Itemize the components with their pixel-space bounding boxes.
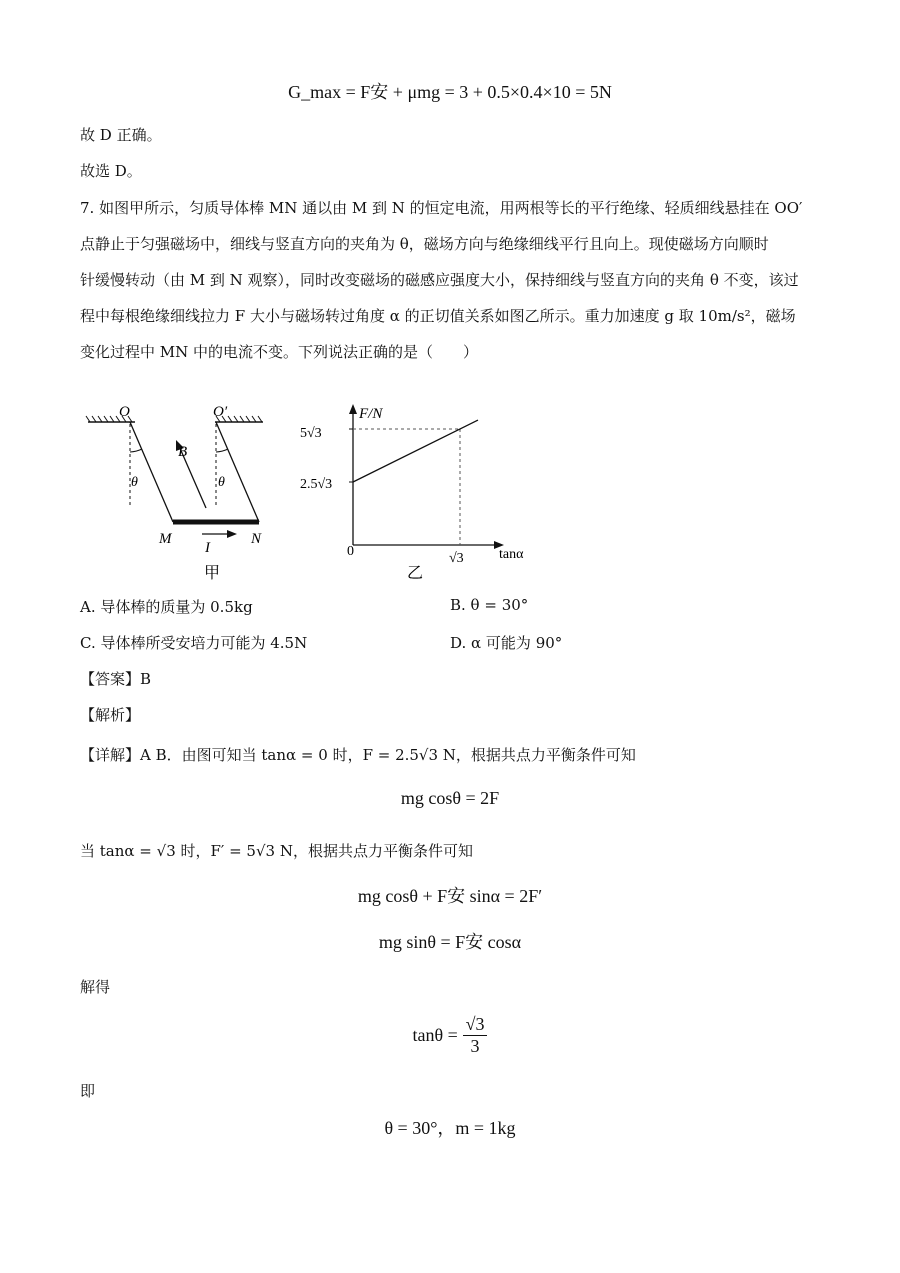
equation-1: mg cosθ = 2F [400, 788, 500, 808]
x-tick-label: √3 [449, 551, 464, 566]
option-a: A. 导体棒的质量为 0.5kg [80, 598, 253, 616]
right-string [216, 422, 259, 522]
option-c: C. 导体棒所受安培力可能为 4.5N [80, 634, 308, 652]
x-axis-label: tanα [499, 547, 524, 562]
question-7 [80, 190, 820, 370]
label-theta-right: θ [218, 475, 225, 490]
question-line: 7. 如图甲所示，匀质导体棒 MN 通以由 M 到 N 的恒定电流，用两根等长的平行绝缘、轻质细线悬挂在 OO′ [80, 199, 803, 217]
caption-yi: 乙 [407, 565, 424, 582]
option-b: B. θ = 30° [450, 596, 529, 614]
equation-4-lhs: tanθ = [412, 1025, 458, 1045]
fraction-denominator: 3 [470, 1036, 480, 1056]
question-line: 点静止于匀强磁场中，细线与竖直方向的夹角为 θ，磁场方向与绝缘细线平行且向上。现使磁场方向顺时 [80, 235, 769, 253]
text-solve: 解得 [80, 978, 111, 996]
text-select-d: 故选 D。 [80, 162, 142, 180]
left-angle-arc [130, 449, 142, 452]
label-i: I [205, 540, 210, 556]
equation-5: θ = 30°，m = 1kg [384, 1118, 516, 1138]
label-theta-left: θ [131, 475, 138, 490]
label-m: M [159, 531, 172, 547]
y-axis-label: F/N [359, 406, 383, 422]
label-o: O [119, 404, 130, 420]
y-tick-label-top: 5√3 [300, 426, 322, 441]
analysis-label: 【解析】 [80, 706, 141, 724]
detail-line-1: 【详解】A B．由图可知当 tanα = 0 时，F = 2.5√3 N，根据共点力平衡条件可知 [80, 746, 636, 764]
right-angle-arc [216, 449, 228, 452]
label-n: N [251, 531, 262, 547]
left-string [130, 422, 173, 522]
option-d: D. α 可能为 90° [450, 634, 563, 652]
figure-yi [295, 400, 545, 590]
text-d-correct: 故 D 正确。 [80, 126, 162, 144]
current-arrowhead [227, 530, 237, 538]
fraction-numerator: √3 [463, 1014, 488, 1036]
equation-4 [0, 1014, 900, 1057]
conductor-rod [173, 520, 259, 525]
question-line: 针缓慢转动（由 M 到 N 观察），同时改变磁场的磁感应强度大小，保持细线与竖直方向的夹角 θ 不变，该过 [80, 271, 799, 289]
equation-gmax: G_max = F安 + μmg = 3 + 0.5×0.4×10 = 5N [288, 82, 612, 102]
y-axis-arrowhead [349, 404, 357, 414]
question-line: 程中每根绝缘细线拉力 F 大小与磁场转过角度 α 的正切值关系如图乙所示。重力加速度 g 取 10m/s²，磁场 [80, 307, 796, 325]
figure-jia [80, 400, 280, 590]
origin-label: 0 [347, 544, 354, 559]
equation-3: mg sinθ = F安 cosα [378, 932, 522, 952]
label-o-prime: O′ [213, 404, 228, 420]
detail-line-2: 当 tanα = √3 时，F′ = 5√3 N，根据共点力平衡条件可知 [80, 842, 473, 860]
question-line: 变化过程中 MN 中的电流不变。下列说法正确的是（ ） [80, 343, 479, 361]
label-b: B [178, 444, 188, 460]
text-ji: 即 [80, 1082, 96, 1100]
y-tick-label-bottom: 2.5√3 [300, 477, 333, 492]
caption-jia: 甲 [204, 565, 221, 582]
fraction [463, 1014, 488, 1057]
answer-label: 【答案】B [80, 670, 152, 688]
equation-2: mg cosθ + F安 sinα = 2F′ [357, 886, 543, 906]
